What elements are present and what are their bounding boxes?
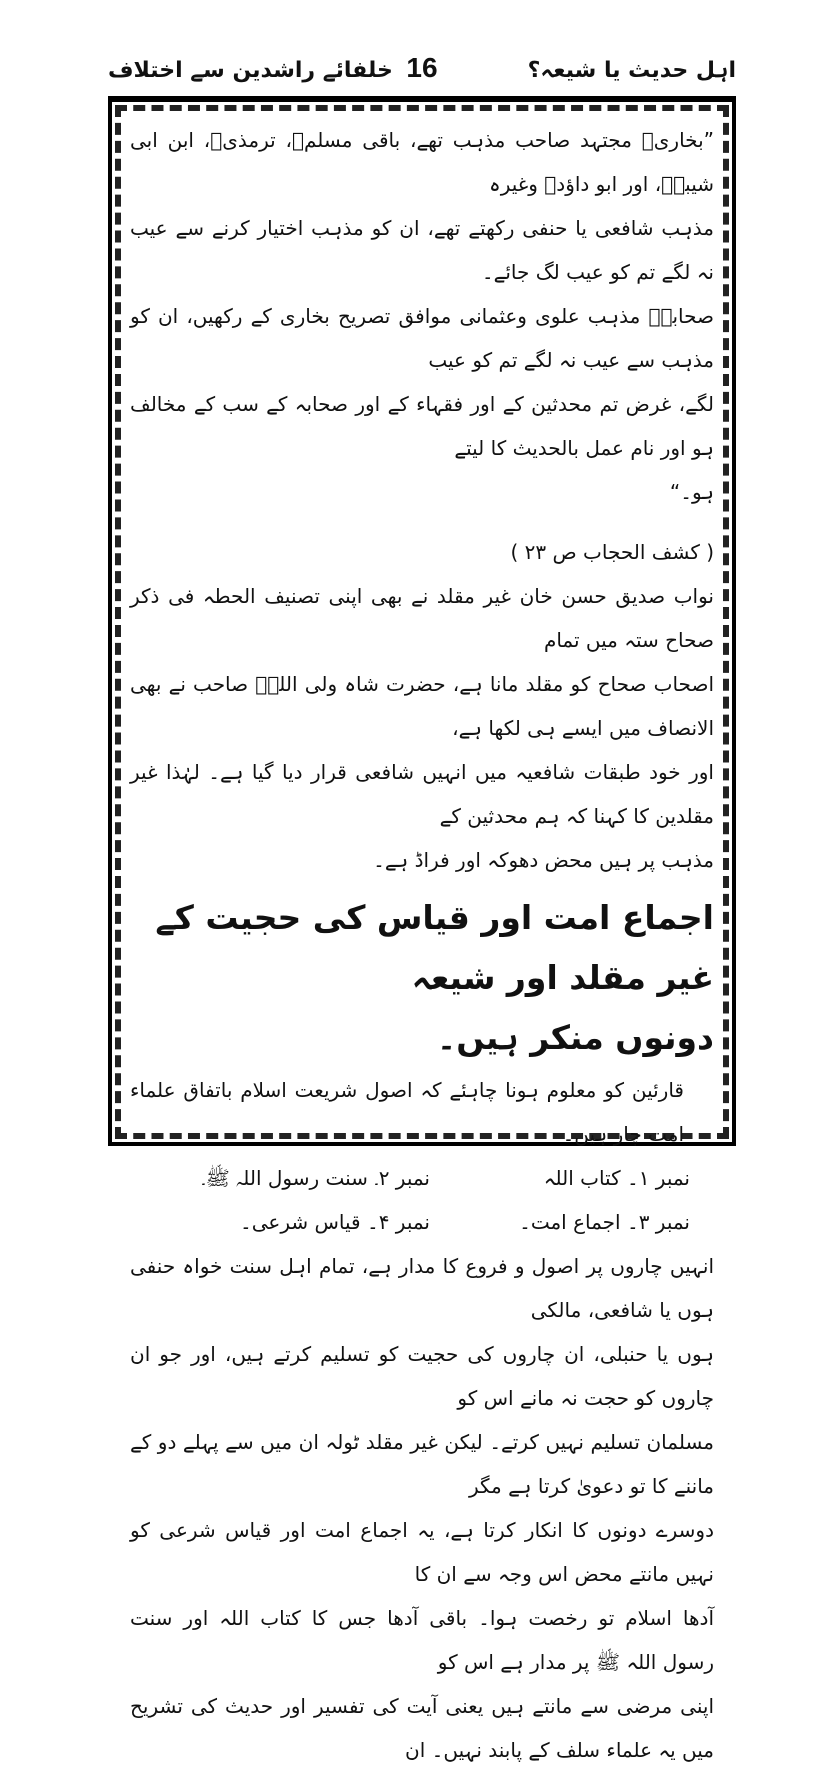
paragraph-line: اصحاب صحاح کو مقلد مانا ہے، حضرت شاہ ولی اللہؒ صاحب نے بھی الانصاف میں ایسے ہی لکھا ہے، [130, 672, 714, 740]
intro-line: قارئین کو معلوم ہونا چاہئے کہ اصول شریعت اسلام باتفاق علماء امت چار ہیں۔ [130, 1078, 684, 1146]
paragraph-line: اور خود طبقات شافعیہ میں انہیں شافعی قرار دیا گیا ہے۔ لہٰذا غیر مقلدین کا کہنا کہ ہم محدثین کے [130, 760, 714, 828]
paragraph-line: دوسرے دونوں کا انکار کرتا ہے، یہ اجماع امت اور قیاس شرعی کو نہیں مانتے محض اس وجہ سے ان کا [130, 1518, 714, 1586]
principle-item: نمبر ۱۔ کتاب اللہ [543, 1166, 690, 1190]
paragraph-line: مذہب پر ہیں محض دھوکہ اور فراڈ ہے۔ [373, 848, 714, 872]
page-body [130, 118, 714, 1762]
book-title: اہل حدیث یا شیعہ؟ [527, 58, 736, 83]
quote-line: مذہب شافعی یا حنفی رکھتے تھے، ان کو مذہب اختیار کرنے سے عیب نہ لگے تم کو عیب لگ جائے۔ [130, 216, 714, 284]
citation: ( کشف الحجاب ص ۲۳ ) [510, 540, 714, 564]
section-heading: اجماع امت اور قیاس کی حجیت کے غیر مقلد اور شیعہ [155, 898, 714, 997]
principle-item: نمبر ۲۔ سنت رسول اللہ ﷺ۔ [201, 1166, 430, 1190]
paragraph-line: ہوں یا حنبلی، ان چاروں کی حجیت کو تسلیم کرتے ہیں، اور جو ان چاروں کو حجت نہ مانے اس کو [130, 1342, 714, 1410]
paragraph-line: انہیں چاروں پر اصول و فروع کا مدار ہے، تمام اہل سنت خواہ حنفی ہوں یا شافعی، مالکی [130, 1254, 714, 1322]
section-heading: دونوں منکر ہیں۔ [436, 1018, 714, 1057]
quote-line: لگے، غرض تم محدثین کے اور فقہاء کے اور صحابہ کے سب کے مخالف ہو اور نام عمل بالحدیث کا لیتے [130, 392, 714, 460]
principles-row [130, 1156, 714, 1200]
paragraph-line: مسلمان تسلیم نہیں کرتے۔ لیکن غیر مقلد ٹولہ ان میں سے پہلے دو کے ماننے کا تو دعویٰ کرتا ہے مگر [130, 1430, 714, 1498]
quote-line: صحابہؓ مذہب علوی وعثمانی موافق تصریح بخاری کے رکھیں، ان کو مذہب سے عیب نہ لگے تم کو عیب [130, 304, 714, 372]
paragraph-line: آدھا اسلام تو رخصت ہوا۔ باقی آدھا جس کا کتاب اللہ اور سنت رسول اللہ ﷺ پر مدار ہے اس کو [130, 1606, 714, 1674]
quote-line: ”بخاریؒ مجتہد صاحب مذہب تھے، باقی مسلمؒ، ترمذیؒ، ابن ابی شیبہؒ، اور ابو داؤدؒ وغیرہ [130, 128, 714, 196]
principles-row [130, 1200, 714, 1244]
principle-item: نمبر ۳۔ اجماع امت۔ [519, 1210, 690, 1234]
page-border [108, 98, 736, 1762]
chapter-title: خلفائے راشدین سے اختلاف [108, 58, 393, 83]
paragraph-line: نواب صدیق حسن خان غیر مقلد نے بھی اپنی تصنیف الحطہ فی ذکر صحاح ستہ میں تمام [130, 584, 714, 652]
page-number: 16 [406, 52, 438, 83]
quote-line: ہو۔“ [669, 480, 714, 504]
principle-item: نمبر ۴۔ قیاس شرعی۔ [240, 1210, 430, 1234]
page-header [108, 52, 736, 98]
paragraph-line: اپنی مرضی سے مانتے ہیں یعنی آیت کی تفسیر اور حدیث کی تشریح میں یہ علماء سلف کے پابند نہیں۔ ان [130, 1694, 714, 1762]
